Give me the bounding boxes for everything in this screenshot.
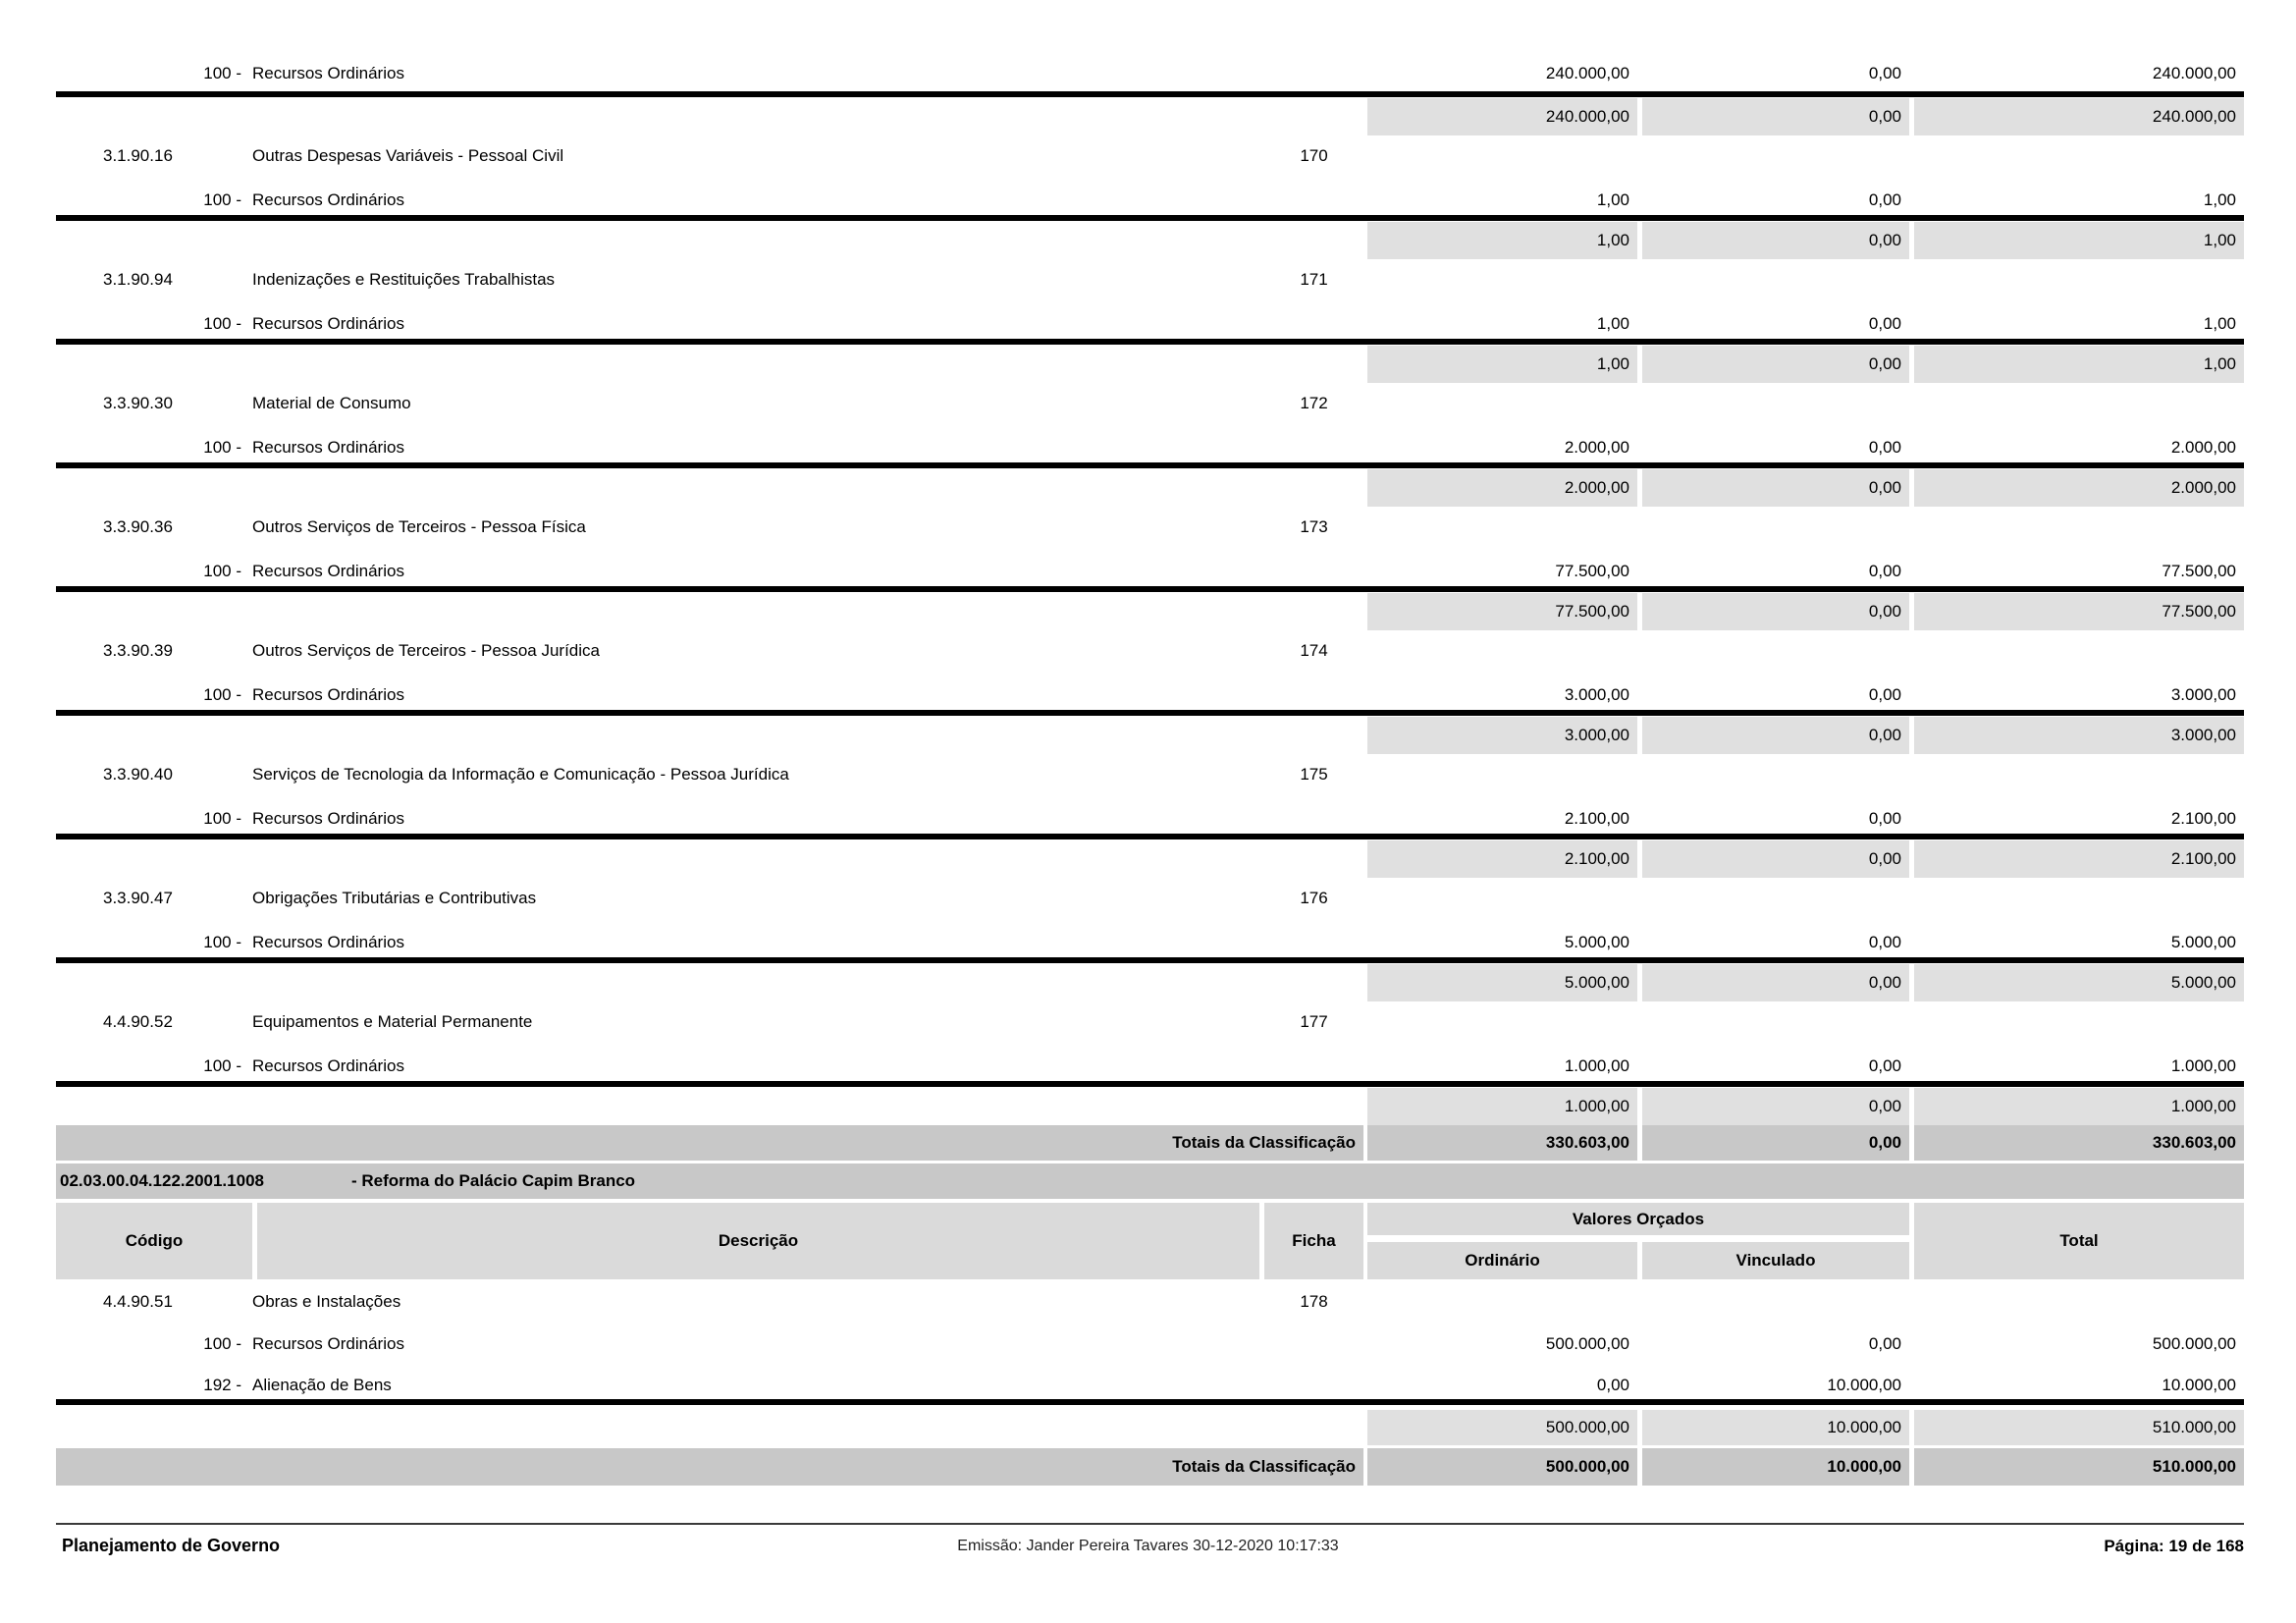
vinculado-subtotal: 0,00 bbox=[1642, 346, 1909, 383]
vinculado-subtotal: 0,00 bbox=[1642, 98, 1909, 135]
code-row bbox=[0, 514, 2296, 540]
vinculado-value: 10.000,00 bbox=[1827, 1376, 1901, 1394]
subtotal-row bbox=[0, 593, 2296, 630]
total-subtotal: 3.000,00 bbox=[1914, 717, 2244, 754]
divider-line bbox=[56, 1081, 2244, 1087]
subtotal-row bbox=[0, 346, 2296, 383]
classification-totals-row bbox=[0, 1125, 2296, 1161]
vinculado-subtotal: 0,00 bbox=[1642, 469, 1909, 507]
divider-line bbox=[56, 710, 2244, 716]
expense-description: Equipamentos e Material Permanente bbox=[252, 1012, 533, 1031]
total-value: 500.000,00 bbox=[2152, 1334, 2236, 1353]
vinculado-subtotal: 10.000,00 bbox=[1642, 1410, 1909, 1445]
total-subtotal: 2.000,00 bbox=[1914, 469, 2244, 507]
resource-row bbox=[0, 559, 2296, 584]
code-row bbox=[0, 762, 2296, 787]
divider-line bbox=[56, 91, 2244, 97]
resource-label: Recursos Ordinários bbox=[252, 438, 404, 457]
ficha-number: 174 bbox=[1300, 641, 1328, 660]
total-value: 10.000,00 bbox=[2162, 1376, 2236, 1394]
section-header bbox=[56, 1163, 2244, 1199]
resource-code: 100 - bbox=[203, 1056, 241, 1075]
divider-line bbox=[56, 339, 2244, 345]
ficha-number: 176 bbox=[1300, 889, 1328, 907]
resource-label: Recursos Ordinários bbox=[252, 190, 404, 209]
resource-code: 100 - bbox=[203, 809, 241, 828]
ordinario-subtotal: 2.000,00 bbox=[1367, 469, 1637, 507]
total-subtotal: 240.000,00 bbox=[1914, 98, 2244, 135]
resource-code: 100 - bbox=[203, 685, 241, 704]
expense-code: 4.4.90.52 bbox=[103, 1012, 173, 1031]
subtotal-row bbox=[0, 964, 2296, 1001]
subtotal-row bbox=[0, 840, 2296, 878]
total-value: 1.000,00 bbox=[2170, 1056, 2236, 1075]
footer-separator bbox=[56, 1523, 2244, 1525]
vinculado-value: 0,00 bbox=[1868, 438, 1901, 457]
resource-label: Recursos Ordinários bbox=[252, 685, 404, 704]
expense-code: 3.3.90.39 bbox=[103, 641, 173, 660]
ficha-number: 173 bbox=[1300, 517, 1328, 536]
divider-line bbox=[56, 462, 2244, 468]
subtotal-row bbox=[0, 1088, 2296, 1125]
vinculado-subtotal: 0,00 bbox=[1642, 717, 1909, 754]
ordinario-subtotal: 1,00 bbox=[1367, 346, 1637, 383]
footer-emission-info: Emissão: Jander Pereira Tavares 30-12-2020 10:17:33 bbox=[957, 1538, 1339, 1554]
resource-row bbox=[0, 311, 2296, 337]
vinculado-value: 0,00 bbox=[1868, 562, 1901, 580]
vinculado-value: 0,00 bbox=[1868, 933, 1901, 951]
totals-label: Totais da Classificação bbox=[56, 1125, 1363, 1161]
classification-group bbox=[0, 886, 2296, 1009]
subtotal-row bbox=[0, 222, 2296, 259]
total-value: 2.000,00 bbox=[2170, 438, 2236, 457]
total-subtotal: 510.000,00 bbox=[1914, 1410, 2244, 1445]
code-row bbox=[0, 638, 2296, 664]
expense-description: Outras Despesas Variáveis - Pessoal Civil bbox=[252, 146, 564, 165]
resource-label: Recursos Ordinários bbox=[252, 933, 404, 951]
resource-row bbox=[0, 930, 2296, 955]
resource-label: Recursos Ordinários bbox=[252, 809, 404, 828]
totals-label: Totais da Classificação bbox=[56, 1448, 1363, 1486]
total-subtotal: 5.000,00 bbox=[1914, 964, 2244, 1001]
total-value: 5.000,00 bbox=[2170, 933, 2236, 951]
resource-code: 100 - bbox=[203, 438, 241, 457]
ordinario-value: 1.000,00 bbox=[1564, 1056, 1629, 1075]
expense-description: Serviços de Tecnologia da Informação e Comunicação - Pessoa Jurídica bbox=[252, 765, 789, 784]
expense-code: 4.4.90.51 bbox=[103, 1292, 173, 1311]
resource-code: 100 - bbox=[203, 1334, 241, 1353]
code-row bbox=[0, 886, 2296, 911]
vinculado-subtotal: 0,00 bbox=[1642, 840, 1909, 878]
resource-label: Recursos Ordinários bbox=[252, 562, 404, 580]
resource-row bbox=[0, 806, 2296, 832]
resource-label: Recursos Ordinários bbox=[252, 314, 404, 333]
ordinario-value: 2.100,00 bbox=[1564, 809, 1629, 828]
resource-row bbox=[0, 1373, 2296, 1398]
expense-code: 3.3.90.36 bbox=[103, 517, 173, 536]
classification-groups bbox=[0, 143, 2296, 1133]
ficha-number: 171 bbox=[1300, 270, 1328, 289]
divider-line bbox=[56, 957, 2244, 963]
divider-line bbox=[56, 215, 2244, 221]
vinculado-value: 0,00 bbox=[1868, 809, 1901, 828]
resource-code: 100 - bbox=[203, 190, 241, 209]
classification-totals-row bbox=[0, 1448, 2296, 1486]
resource-row bbox=[0, 1054, 2296, 1079]
column-header-vinculado: Vinculado bbox=[1642, 1242, 1909, 1279]
vinculado-value: 0,00 bbox=[1868, 190, 1901, 209]
expense-description: Outros Serviços de Terceiros - Pessoa Física bbox=[252, 517, 586, 536]
section-code: 02.03.00.04.122.2001.1008 bbox=[60, 1171, 264, 1190]
classification-group bbox=[0, 267, 2296, 391]
ordinario-subtotal: 500.000,00 bbox=[1367, 1410, 1637, 1445]
expense-description: Outros Serviços de Terceiros - Pessoa Jurídica bbox=[252, 641, 600, 660]
subtotal-row bbox=[0, 717, 2296, 754]
resource-row bbox=[0, 435, 2296, 460]
total-subtotal: 2.100,00 bbox=[1914, 840, 2244, 878]
vinculado-total: 10.000,00 bbox=[1642, 1448, 1909, 1486]
resource-code: 100 - bbox=[203, 562, 241, 580]
subtotal-row bbox=[0, 1410, 2296, 1445]
classification-group bbox=[0, 762, 2296, 886]
vinculado-subtotal: 0,00 bbox=[1642, 593, 1909, 630]
vinculado-value: 0,00 bbox=[1868, 314, 1901, 333]
ordinario-subtotal: 5.000,00 bbox=[1367, 964, 1637, 1001]
expense-code: 3.1.90.16 bbox=[103, 146, 173, 165]
column-header-ordinario: Ordinário bbox=[1367, 1242, 1637, 1279]
ordinario-value: 1,00 bbox=[1596, 314, 1629, 333]
footer-page-number: Página: 19 de 168 bbox=[2104, 1537, 2244, 1555]
vinculado-subtotal: 0,00 bbox=[1642, 1088, 1909, 1125]
expense-description: Indenizações e Restituições Trabalhistas bbox=[252, 270, 556, 289]
classification-group bbox=[0, 638, 2296, 762]
total-subtotal: 1.000,00 bbox=[1914, 1088, 2244, 1125]
resource-row bbox=[0, 188, 2296, 213]
expense-code: 3.3.90.40 bbox=[103, 765, 173, 784]
expense-description: Obras e Instalações bbox=[252, 1292, 401, 1311]
classification-group bbox=[0, 514, 2296, 638]
code-row bbox=[0, 391, 2296, 416]
ordinario-value: 240.000,00 bbox=[1545, 64, 1629, 82]
column-header-ficha: Ficha bbox=[1264, 1203, 1363, 1279]
ordinario-value: 2.000,00 bbox=[1564, 438, 1629, 457]
ordinario-subtotal: 1,00 bbox=[1367, 222, 1637, 259]
column-header-total: Total bbox=[1914, 1203, 2244, 1279]
divider-line bbox=[56, 586, 2244, 592]
resource-code: 100 - bbox=[203, 933, 241, 951]
code-row bbox=[0, 267, 2296, 293]
ordinario-value: 77.500,00 bbox=[1555, 562, 1629, 580]
resource-row bbox=[0, 682, 2296, 708]
resource-label: Alienação de Bens bbox=[252, 1376, 392, 1394]
total-value: 1,00 bbox=[2203, 190, 2236, 209]
classification-group bbox=[0, 391, 2296, 514]
column-header-valores-orcados: Valores Orçados bbox=[1367, 1203, 1909, 1235]
ordinario-total: 330.603,00 bbox=[1367, 1125, 1637, 1161]
ordinario-value: 0,00 bbox=[1596, 1376, 1629, 1394]
vinculado-value: 0,00 bbox=[1868, 685, 1901, 704]
ficha-number: 170 bbox=[1300, 146, 1328, 165]
resource-code: 100 - bbox=[203, 314, 241, 333]
expense-code: 3.3.90.30 bbox=[103, 394, 173, 412]
resource-code: 192 - bbox=[203, 1376, 241, 1394]
total-subtotal: 1,00 bbox=[1914, 222, 2244, 259]
vinculado-total: 0,00 bbox=[1642, 1125, 1909, 1161]
vinculado-value: 0,00 bbox=[1868, 64, 1901, 82]
vinculado-subtotal: 0,00 bbox=[1642, 964, 1909, 1001]
ordinario-value: 500.000,00 bbox=[1545, 1334, 1629, 1353]
ordinario-total: 500.000,00 bbox=[1367, 1448, 1637, 1486]
footer-report-name: Planejamento de Governo bbox=[62, 1536, 281, 1555]
subtotal-row bbox=[0, 98, 2296, 135]
divider-line bbox=[56, 834, 2244, 839]
ordinario-value: 5.000,00 bbox=[1564, 933, 1629, 951]
expense-description: Obrigações Tributárias e Contributivas bbox=[252, 889, 537, 907]
ordinario-value: 3.000,00 bbox=[1564, 685, 1629, 704]
expense-description: Material de Consumo bbox=[252, 394, 411, 412]
resource-row bbox=[0, 61, 2296, 86]
code-row bbox=[0, 1009, 2296, 1035]
resource-label: Recursos Ordinários bbox=[252, 64, 404, 82]
code-row bbox=[0, 1289, 2296, 1315]
total-total: 510.000,00 bbox=[1914, 1448, 2244, 1486]
total-value: 240.000,00 bbox=[2152, 64, 2236, 82]
ordinario-subtotal: 240.000,00 bbox=[1367, 98, 1637, 135]
column-header-codigo: Código bbox=[56, 1203, 252, 1279]
expense-code: 3.1.90.94 bbox=[103, 270, 173, 289]
vinculado-value: 0,00 bbox=[1868, 1056, 1901, 1075]
ordinario-subtotal: 3.000,00 bbox=[1367, 717, 1637, 754]
classification-group bbox=[0, 1009, 2296, 1133]
resource-row bbox=[0, 1331, 2296, 1357]
ficha-number: 178 bbox=[1300, 1292, 1328, 1311]
vinculado-value: 0,00 bbox=[1868, 1334, 1901, 1353]
total-value: 2.100,00 bbox=[2170, 809, 2236, 828]
resource-label: Recursos Ordinários bbox=[252, 1334, 404, 1353]
total-subtotal: 1,00 bbox=[1914, 346, 2244, 383]
classification-group bbox=[0, 143, 2296, 267]
resource-code: 100 - bbox=[203, 64, 241, 82]
ficha-number: 172 bbox=[1300, 394, 1328, 412]
divider-line bbox=[56, 1399, 2244, 1405]
ordinario-subtotal: 1.000,00 bbox=[1367, 1088, 1637, 1125]
total-subtotal: 77.500,00 bbox=[1914, 593, 2244, 630]
expense-code: 3.3.90.47 bbox=[103, 889, 173, 907]
ficha-number: 177 bbox=[1300, 1012, 1328, 1031]
subtotal-row bbox=[0, 469, 2296, 507]
column-header-descricao: Descrição bbox=[257, 1203, 1259, 1279]
resource-label: Recursos Ordinários bbox=[252, 1056, 404, 1075]
code-row bbox=[0, 143, 2296, 169]
vinculado-subtotal: 0,00 bbox=[1642, 222, 1909, 259]
ordinario-value: 1,00 bbox=[1596, 190, 1629, 209]
total-total: 330.603,00 bbox=[1914, 1125, 2244, 1161]
ordinario-subtotal: 2.100,00 bbox=[1367, 840, 1637, 878]
total-value: 77.500,00 bbox=[2162, 562, 2236, 580]
ficha-number: 175 bbox=[1300, 765, 1328, 784]
total-value: 3.000,00 bbox=[2170, 685, 2236, 704]
total-value: 1,00 bbox=[2203, 314, 2236, 333]
section-title: - Reforma do Palácio Capim Branco bbox=[351, 1171, 636, 1190]
ordinario-subtotal: 77.500,00 bbox=[1367, 593, 1637, 630]
